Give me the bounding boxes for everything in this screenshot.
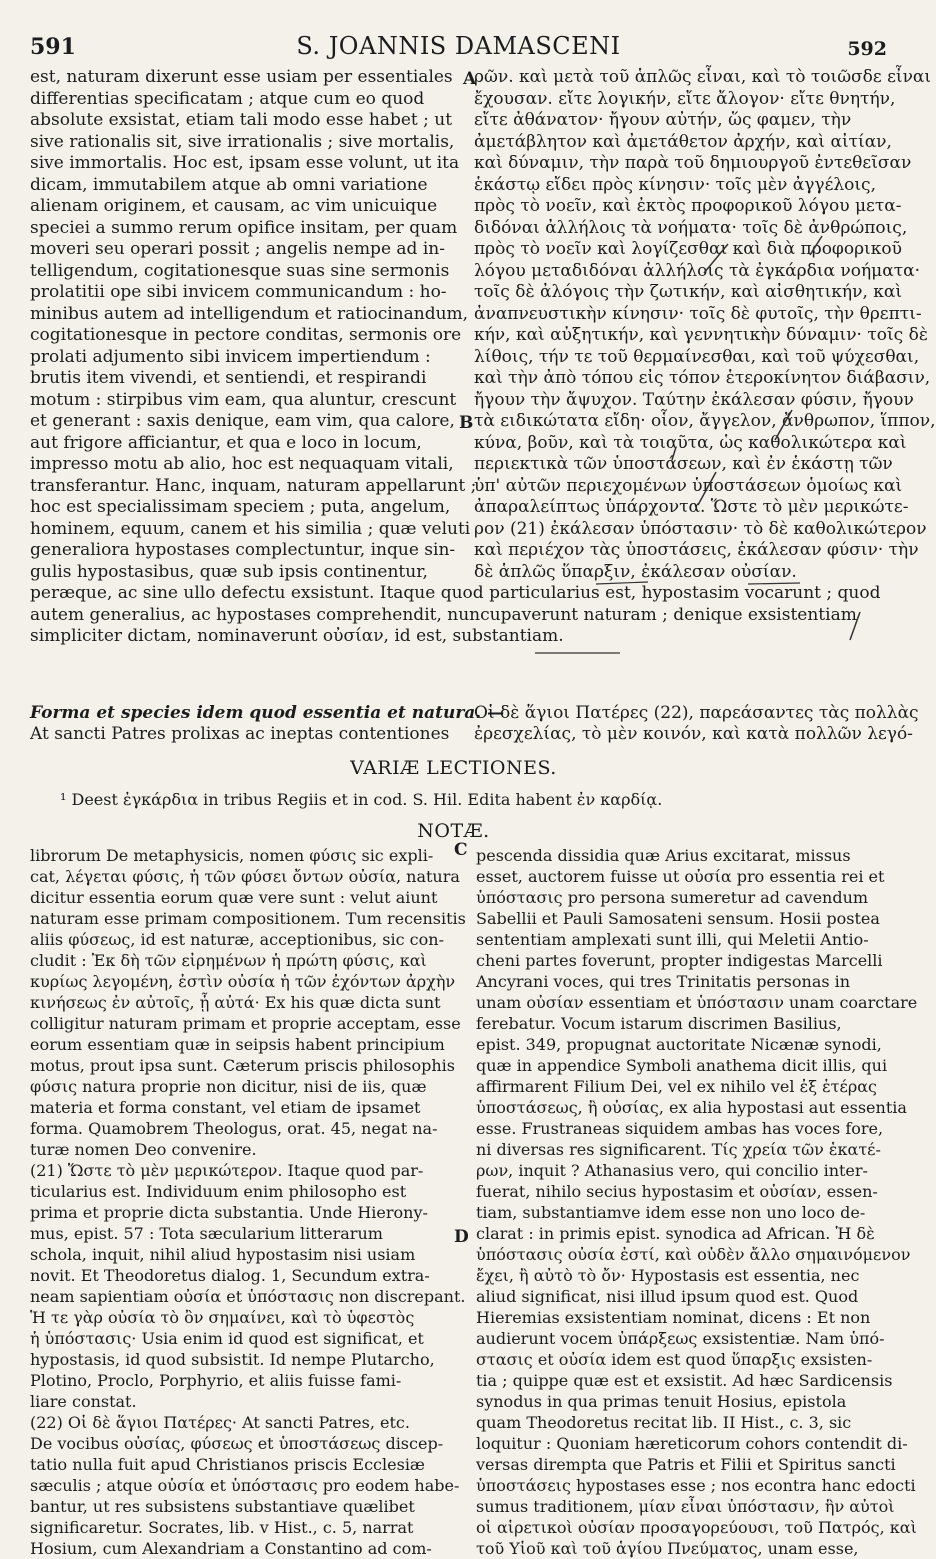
text-line: ρων, inquit ? Athanasius vero, qui concilio inter- bbox=[476, 1161, 868, 1180]
running-title: S. JOANNIS DAMASCENI bbox=[296, 32, 621, 60]
text-line: τοῖς δὲ ἀλόγοις τὴν ζωτικήν, καὶ αἰσθητικήν, καὶ bbox=[474, 282, 903, 302]
text-line: cat, λέγεται φύσις, ἡ τῶν φύσει ὄντων οὐσία, natura bbox=[30, 867, 460, 886]
text-line: loquitur : Quoniam hæreticorum cohors contendit di- bbox=[476, 1434, 908, 1453]
text-line: dicitur essentia eorum quæ vere sunt : velut aiunt bbox=[30, 888, 438, 907]
text-line: tia ; quippe quæ est et exsistit. Ad hæc Sardicensis bbox=[476, 1371, 893, 1390]
text-line: prolati adjumento sibi invicem impertiendum : bbox=[30, 346, 431, 367]
page-header bbox=[28, 30, 889, 64]
text-line: speciei a summo rerum opifice insitam, per quam bbox=[30, 217, 458, 238]
notes-left-column bbox=[30, 845, 466, 1559]
text-line: brutis item vivendi, et sentiendi, et respirandi bbox=[30, 368, 427, 388]
text-line: schola, inquit, nihil aliud hypostasim nisi usiam bbox=[30, 1245, 416, 1264]
text-line: ἀναπνευστικὴν κίνησιν· τοῖς δὲ φυτοῖς, τὴν θρεπτι- bbox=[474, 303, 922, 324]
text-line: dicam, immutabilem atque ab omni variatione bbox=[30, 174, 428, 195]
text-line: bantur, ut res subsistens substantiave quælibet bbox=[30, 1497, 415, 1516]
text-line: Οἱ δὲ ἅγιοι Πατέρες (22), παρεάσαντες τὰς πολλὰς bbox=[474, 703, 919, 723]
text-line: ρῶν. καὶ μετὰ τοῦ ἁπλῶς εἶναι, καὶ τὸ τοιῶσδε εἶναι bbox=[474, 67, 932, 87]
text-line: Sabellii et Pauli Samosateni sensum. Hosii postea bbox=[476, 909, 880, 928]
text-line: aliis φύσεως, id est naturæ, acceptionibus, sic con- bbox=[30, 930, 444, 949]
text-line: τοῦ Υἱοῦ καὶ τοῦ ἁγίου Πνεύματος, unam esse, bbox=[476, 1539, 859, 1558]
notes-right-column bbox=[476, 845, 918, 1559]
text-line: peræque, ac sine ullo defectu exsistunt. Itaque quod particularius est, hypostasim vocarunt ; quod bbox=[30, 583, 881, 603]
text-line: audierunt vocem ὑπάρξεως exsistentiæ. Nam ὑπό- bbox=[476, 1329, 885, 1348]
text-line: λόγου μεταδιδόναι ἀλλήλοις τὰ ἐγκάρδια νοήματα· bbox=[474, 260, 920, 281]
text-line: aut frigore afficiantur, et qua e loco in locum, bbox=[30, 432, 422, 453]
text-line: prima et proprie dicta substantia. Unde Hierony- bbox=[30, 1203, 428, 1222]
text-line: tiam, substantiamve idem esse non uno loco de- bbox=[476, 1203, 866, 1222]
text-line: καὶ δύναμιν, τὴν παρὰ τοῦ δημιουργοῦ ἐντεθεῖσαν bbox=[474, 153, 912, 173]
text-line: impresso motu ab alio, hoc est nequaquam vitali, bbox=[30, 454, 454, 474]
text-line: absolute exsistat, etiam tali modo esse habet ; ut bbox=[30, 110, 453, 130]
text-line: sententiam amplexati sunt illi, qui Meletii Antio- bbox=[476, 930, 869, 949]
text-line: sumus traditionem, μίαν εἶναι ὑπόστασιν, ἣν αὐτοὶ bbox=[476, 1497, 895, 1516]
text-line: liare constat. bbox=[30, 1392, 137, 1411]
margin-marker-c: C bbox=[454, 840, 468, 860]
text-line: cogitationesque in pectore conditas, sermonis ore bbox=[30, 325, 462, 345]
text-line: hoc est specialissimam speciem ; puta, angelum, bbox=[30, 497, 451, 517]
text-line: ἑκάστῳ εἴδει πρὸς κίνησιν· τοῖς μὲν ἀγγέλοις, bbox=[474, 174, 876, 195]
text-line: quam Theodoretus recitat lib. II Hist., c. 3, sic bbox=[476, 1413, 852, 1432]
text-line: et generant : saxis denique, eam vim, qua calore, bbox=[30, 411, 455, 431]
text-line: Hieremias exsistentiam nominat, dicens : Et non bbox=[476, 1308, 871, 1327]
text-line: ἀπαραλείπτως ὑπάρχοντα. Ὥστε τὸ μὲν μερικώτε- bbox=[474, 497, 909, 517]
text-line: Forma et species idem quod essentia et natura. — bbox=[30, 703, 505, 723]
text-line: στασις et οὐσία idem est quod ὕπαρξις exsisten- bbox=[476, 1350, 873, 1369]
text-line: fuerat, nihilo secius hypostasim et οὐσίαν, essen- bbox=[476, 1182, 878, 1201]
text-line: eorum essentiam quæ in seipsis habent principium bbox=[30, 1035, 445, 1054]
text-line: synodus in qua primas tenuit Hosius, epistola bbox=[476, 1392, 847, 1411]
text-line: pescenda dissidia quæ Arius excitarat, missus bbox=[476, 846, 851, 865]
page-number-right: 592 bbox=[847, 38, 887, 60]
text-line: prolatitii ope sibi invicem communicandum : ho- bbox=[30, 282, 447, 302]
text-line: sæculis ; atque οὐσία et ὑπόστασις pro eodem habe- bbox=[30, 1476, 460, 1495]
text-line: transferantur. Hanc, inquam, naturam appellarunt ; bbox=[30, 475, 477, 496]
text-line: φύσις natura proprie non dicitur, nisi de iis, quæ bbox=[30, 1077, 427, 1096]
text-line: διδόναι ἀλλήλοις τὰ νοήματα· τοῖς δὲ ἀνθρώποις, bbox=[474, 217, 908, 238]
text-line: affirmarent Filium Dei, vel ex nihilo vel ἐξ ἑτέρας bbox=[476, 1077, 877, 1096]
text-line: hominem, equum, canem et his similia ; quæ veluti bbox=[30, 518, 471, 539]
text-line: materia et forma constant, vel etiam de ipsamet bbox=[30, 1098, 421, 1117]
text-line: καὶ περιέχον τὰς ὑποστάσεις, ἐκάλεσαν φύσιν· τὴν bbox=[474, 540, 919, 560]
text-line: πρὸς τὸ νοεῖν καὶ λογίζεσθαι καὶ διὰ προφορικοῦ bbox=[474, 239, 902, 259]
text-line: ὑποστάσεως, ἢ οὐσίας, ex alia hypostasi aut essentia bbox=[476, 1098, 907, 1117]
margin-marker-d: D bbox=[454, 1227, 469, 1247]
text-line: epist. 349, propugnat auctoritate Nicænæ synodi, bbox=[476, 1035, 882, 1054]
text-line: unam οὐσίαν essentiam et ὑπόστασιν unam coarctare bbox=[476, 993, 918, 1012]
text-line: motum : stirpibus vim eam, qua aluntur, crescunt bbox=[30, 389, 457, 410]
text-line: mus, epist. 57 : Tota sæcularium litterarum bbox=[30, 1224, 383, 1243]
text-line: turæ nomen Deo convenire. bbox=[30, 1140, 257, 1159]
text-line: neam sapientiam οὐσία et ὑπόστασις non discrepant. bbox=[30, 1287, 466, 1306]
text-line: At sancti Patres prolixas ac ineptas contentiones bbox=[30, 724, 450, 744]
page-number-left: 591 bbox=[30, 34, 76, 60]
margin-marker-b: B bbox=[459, 413, 474, 433]
text-line: differentias specificatam ; atque cum eo quod bbox=[30, 88, 425, 109]
text-line: moveri seu operari possit ; angelis nempe ad in- bbox=[30, 239, 445, 259]
latin-section-start bbox=[30, 703, 505, 745]
text-line: ὑπόστασις οὐσία ἐστί, καὶ οὐδὲν ἄλλο σημαινόμενον bbox=[476, 1245, 911, 1264]
text-line: forma. Quamobrem Theologus, orat. 45, negat na- bbox=[30, 1119, 438, 1138]
text-line: ἔχει, ἢ αὐτὸ τὸ ὄν· Hypostasis est essentia, nec bbox=[476, 1266, 860, 1285]
text-line: κινήσεως ἐν αὐτοῖς, ᾗ αὐτά· Ex his quæ dicta sunt bbox=[30, 993, 441, 1012]
text-line: significaretur. Socrates, lib. v Hist., c. 5, narrat bbox=[30, 1518, 414, 1537]
text-line: καὶ τὴν ἀπὸ τόπου εἰς τόπον ἑτεροκίνητον διάβασιν, bbox=[474, 368, 931, 388]
text-line: est, naturam dixerunt esse usiam per essentiales bbox=[30, 67, 453, 87]
text-line: Plotino, Proclo, Porphyrio, et aliis fuisse fami- bbox=[30, 1371, 402, 1390]
text-line: clarat : in primis epist. synodica ad African. Ἡ δὲ bbox=[476, 1224, 875, 1243]
text-line: naturam esse primam compositionem. Tum recensitis bbox=[30, 909, 466, 928]
text-line: aliud significat, nisi illud ipsum quod est. Quod bbox=[476, 1287, 859, 1306]
text-line: generaliora hypostases complectuntur, inque sin- bbox=[30, 540, 456, 560]
text-line: minibus autem ad intelligendum et ratiocinandum, bbox=[30, 303, 469, 324]
text-line: λίθοις, τήν τε τοῦ θερμαίνεσθαι, καὶ τοῦ ψύχεσθαι, bbox=[474, 346, 920, 367]
text-line: οἱ αἱρετικοὶ οὐσίαν προσαγορεύουσι, τοῦ Πατρός, καὶ bbox=[476, 1518, 917, 1537]
text-line: ticularius est. Individuum enim philosopho est bbox=[30, 1182, 407, 1201]
variae-lectiones-text: ¹ Deest ἐγκάρδια in tribus Regiis et in cod. S. Hil. Edita habent ἐν καρδίᾳ. bbox=[60, 790, 663, 809]
text-line: ferebatur. Vocum istarum discrimen Basilius, bbox=[476, 1014, 842, 1033]
text-line: Ancyrani voces, qui tres Trinitatis personas in bbox=[476, 972, 851, 991]
text-line: ὑποστάσεις hypostases esse ; nos econtra hanc edocti bbox=[476, 1476, 916, 1495]
text-line: cludit : Ἐκ δὴ τῶν εἰρημένων ἡ πρώτη φύσις, καὶ bbox=[30, 951, 427, 970]
text-line: εἴτε ἀθάνατον· ἤγουν αὐτήν, ὥς φαμεν, τὴν bbox=[474, 110, 852, 130]
text-line: ἤγουν τὴν ἄψυχον. Ταύτην ἐκάλεσαν φύσιν, ἤγουν bbox=[474, 389, 914, 410]
greek-section-start bbox=[474, 703, 919, 745]
text-line: tatio nulla fuit apud Christianos priscis Ecclesiæ bbox=[30, 1455, 425, 1474]
text-line: esset, auctorem fuisse ut οὐσία pro essentia rei et bbox=[476, 867, 885, 886]
text-line: κυρίως λεγομένη, ἐστὶν οὐσία ἡ τῶν ἐχόντων ἀρχὴν bbox=[30, 972, 456, 991]
text-line: πρὸς τὸ νοεῖν, καὶ ἐκτὸς προφορικοῦ λόγου μετα- bbox=[474, 196, 902, 216]
greek-text-column bbox=[474, 67, 936, 583]
text-line: cheni partes foverunt, propter indigestas Marcelli bbox=[476, 951, 883, 970]
text-line: autem generalius, ac hypostases comprehendit, nuncupaverunt naturam ; denique exsistentiam bbox=[30, 604, 857, 625]
text-line: (21) Ὥστε τὸ μὲν μερικώτερον. Itaque quod par- bbox=[30, 1161, 424, 1180]
text-line: κύνα, βοῦν, καὶ τὰ τοιαῦτα, ὡς καθολικώτερα καὶ bbox=[474, 432, 907, 453]
text-line: quæ in appendice Symboli anathema dicit illis, qui bbox=[476, 1056, 888, 1075]
notae-heading: NOTÆ. bbox=[417, 820, 490, 842]
text-line: ἡ ὑπόστασις· Usia enim id quod est significat, et bbox=[30, 1329, 424, 1348]
text-line: sive rationalis sit, sive irrationalis ; sive mortalis, bbox=[30, 131, 455, 152]
text-line: ὑπόστασις pro persona sumeretur ad cavendum bbox=[476, 888, 869, 907]
text-line: telligendum, cogitationesque suas sine sermonis bbox=[30, 260, 450, 281]
text-line: sive immortalis. Hoc est, ipsam esse volunt, ut ita bbox=[30, 153, 460, 173]
text-line: novit. Et Theodoretus dialog. 1, Secundum extra- bbox=[30, 1266, 430, 1285]
text-line: Ἡ τε γὰρ οὐσία τὸ ὂν σημαίνει, καὶ τὸ ὑφεστὸς bbox=[30, 1308, 415, 1327]
text-line: De vocibus οὐσίας, φύσεως et ὑποστάσεως discep- bbox=[30, 1434, 444, 1453]
text-line: ἐρεσχελίας, τὸ μὲν κοινόν, καὶ κατὰ πολλῶν λεγό- bbox=[474, 724, 913, 744]
margin-marker-a: A bbox=[463, 69, 477, 89]
text-line: motus, prout ipsa sunt. Cæterum priscis philosophis bbox=[30, 1056, 455, 1075]
variae-lectiones-heading: VARIÆ LECTIONES. bbox=[350, 757, 557, 779]
text-line: alienam originem, et causam, ac vim unicuique bbox=[30, 196, 438, 216]
text-line: hypostasis, id quod subsistit. Id nempe Plutarcho, bbox=[30, 1350, 435, 1369]
text-line: ἔχουσαν. εἴτε λογικήν, εἴτε ἄλογον· εἴτε θνητήν, bbox=[474, 88, 896, 109]
text-line: (22) Οἱ δὲ ἅγιοι Πατέρες· At sancti Patres, etc. bbox=[30, 1413, 410, 1432]
text-line: librorum De metaphysicis, nomen φύσις sic expli- bbox=[30, 846, 434, 865]
text-line: Hosium, cum Alexandriam a Constantino ad com- bbox=[30, 1539, 432, 1558]
text-line: περιεκτικὰ τῶν ὑποστάσεων, καὶ ἐν ἑκάστῃ τῶν bbox=[474, 454, 893, 474]
text-line: esse. Frustraneas siquidem ambas has voces fore, bbox=[476, 1119, 884, 1138]
text-line: κήν, καὶ αὐξητικήν, καὶ γεννητικὴν δύναμιν· τοῖς δὲ bbox=[474, 325, 928, 345]
text-line: δὲ ἁπλῶς ὕπαρξιν, ἐκάλεσαν οὐσίαν. bbox=[474, 561, 797, 582]
text-line: τὰ ειδικώτατα εἴδη· οἷον, ἄγγελον, ἄνθρωπον, ἵππον, bbox=[474, 411, 936, 431]
text-line: ὑπ' αὐτῶν περιεχομένων ὑποστάσεων ὁμοίως καὶ bbox=[474, 475, 903, 496]
text-line: ρον (21) ἐκάλεσαν ὑπόστασιν· τὸ δὲ καθολικώτερον bbox=[474, 518, 927, 539]
text-line: colligitur naturam primam et proprie acceptam, esse bbox=[30, 1014, 461, 1033]
text-line: versas dirempta que Patris et Filii et Spiritus sancti bbox=[476, 1455, 896, 1474]
text-line: ἀμετάβλητον καὶ ἀμετάθετον ἀρχήν, καὶ αἰτίαν, bbox=[474, 131, 892, 152]
text-line: gulis hypostasibus, quæ sub ipsis continentur, bbox=[30, 561, 428, 582]
text-line: ni diversas res significarent. Τίς χρεία τῶν ἑκατέ- bbox=[476, 1140, 881, 1159]
text-line: simpliciter dictam, nominaverunt οὐσίαν, id est, substantiam. bbox=[30, 626, 564, 646]
